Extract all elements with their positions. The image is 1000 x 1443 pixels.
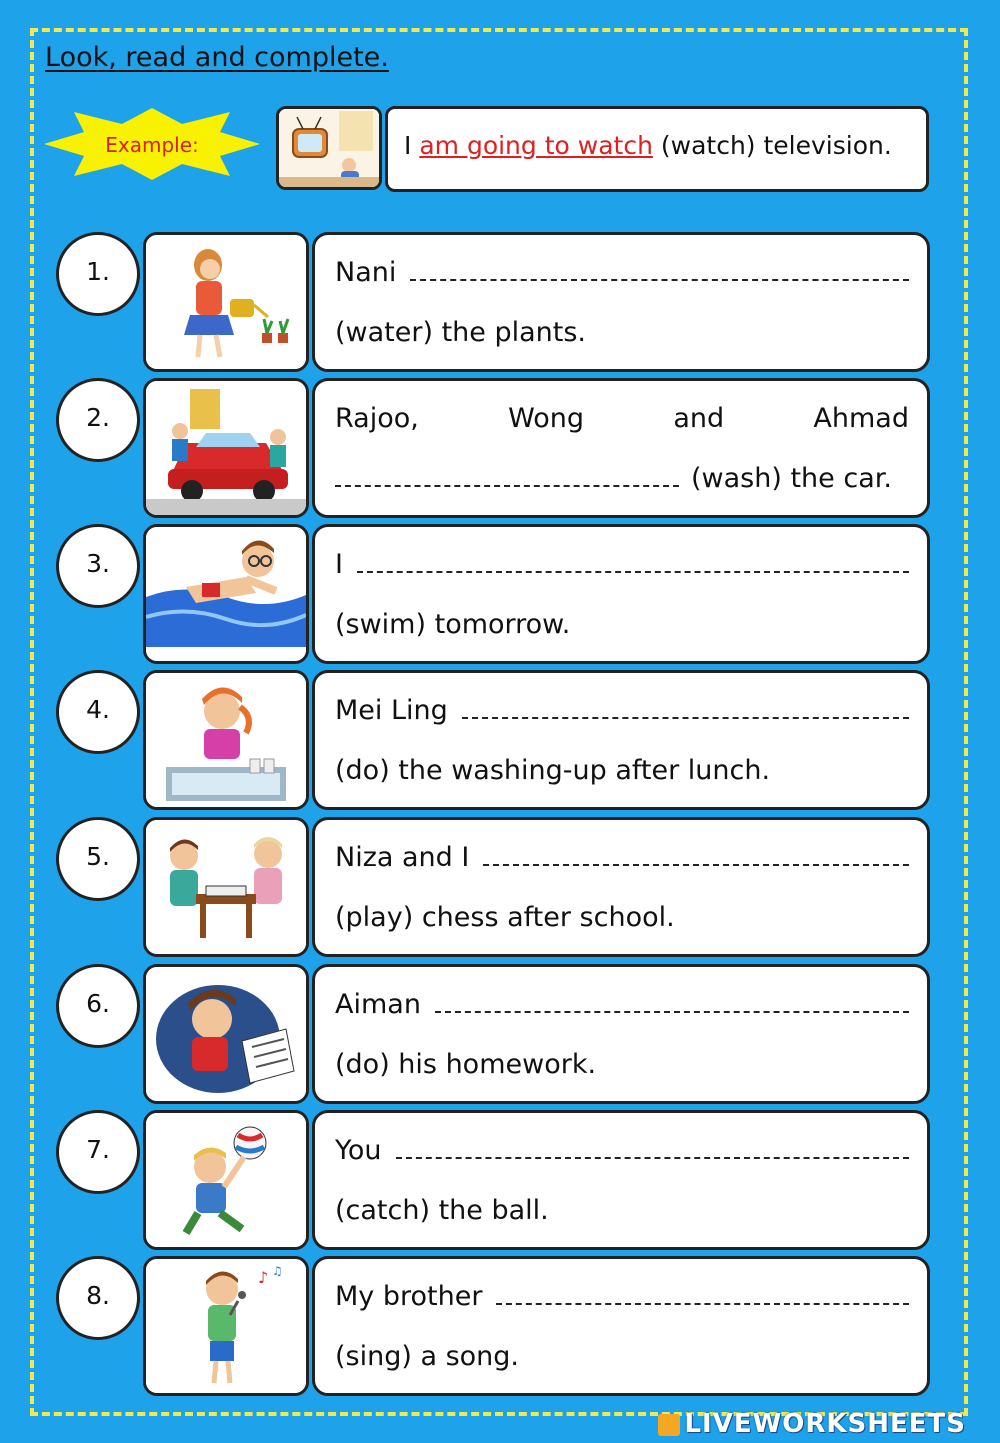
example-sentence xyxy=(385,106,929,192)
boy-doing-homework-icon xyxy=(143,964,309,1104)
sentence-box xyxy=(312,524,930,664)
boy-swimming-icon xyxy=(143,524,309,664)
item-number: 1. xyxy=(56,232,140,316)
boy-catching-ball-icon xyxy=(143,1110,309,1250)
sentence-box xyxy=(312,232,930,372)
sentence-subject: Aiman xyxy=(335,989,421,1020)
logo-icon xyxy=(658,1414,680,1436)
sentence-box xyxy=(312,817,930,957)
sentence-rest: (swim) tomorrow. xyxy=(335,609,571,640)
answer-blank[interactable] xyxy=(396,1135,909,1159)
sentence-word: and xyxy=(673,403,725,434)
sentence-box xyxy=(312,1110,930,1250)
kids-playing-chess-icon xyxy=(143,817,309,957)
exercise-item-7 xyxy=(0,1110,1000,1250)
sentence-subject: I xyxy=(335,549,343,580)
sentence-word: Rajoo, xyxy=(335,403,419,434)
answer-blank[interactable] xyxy=(496,1281,909,1305)
example-rest: (watch) television. xyxy=(660,131,892,160)
tv-watching-icon xyxy=(276,106,382,190)
page-title: Look, read and complete. xyxy=(45,42,389,73)
example-answer: am going to watch xyxy=(419,131,653,160)
sentence-subject: Mei Ling xyxy=(335,695,448,726)
exercise-item-5 xyxy=(0,817,1000,957)
item-number: 5. xyxy=(56,817,140,901)
item-number: 8. xyxy=(56,1256,140,1340)
answer-blank[interactable] xyxy=(357,549,909,573)
boys-washing-car-icon xyxy=(143,378,309,518)
sentence-box xyxy=(312,378,930,518)
answer-blank[interactable] xyxy=(435,989,909,1013)
example-label: Example: xyxy=(105,133,199,157)
sentence-subject: Nani xyxy=(335,257,397,288)
sentence-word: Wong xyxy=(508,403,585,434)
sentence-rest: (water) the plants. xyxy=(335,317,587,348)
exercise-item-1 xyxy=(0,232,1000,372)
item-number: 6. xyxy=(56,964,140,1048)
sentence-word: Ahmad xyxy=(813,403,909,434)
sentence-box xyxy=(312,1256,930,1396)
exercise-item-6 xyxy=(0,964,1000,1104)
exercise-item-4 xyxy=(0,670,1000,810)
answer-blank[interactable] xyxy=(462,695,909,719)
svg-text:♫: ♫ xyxy=(272,1264,283,1278)
item-number: 2. xyxy=(56,378,140,462)
sentence-box xyxy=(312,964,930,1104)
answer-blank[interactable] xyxy=(410,257,909,281)
sentence-subject: My brother xyxy=(335,1281,483,1312)
sentence-subject: You xyxy=(335,1135,382,1166)
sentence-rest: (sing) a song. xyxy=(335,1341,520,1372)
boy-singing-icon xyxy=(143,1256,309,1396)
example-star-badge xyxy=(44,108,260,180)
sentence-rest: (do) the washing-up after lunch. xyxy=(335,755,771,786)
sentence-box xyxy=(312,670,930,810)
item-number: 4. xyxy=(56,670,140,754)
sentence-rest: (wash) the car. xyxy=(691,463,892,494)
example-subject: I xyxy=(404,131,412,160)
girl-watering-plants-icon xyxy=(143,232,309,372)
girl-washing-dishes-icon xyxy=(143,670,309,810)
logo-text: LIVEWORKSHEETS xyxy=(684,1409,966,1439)
sentence-rest: (do) his homework. xyxy=(335,1049,597,1080)
exercise-item-2 xyxy=(0,378,1000,518)
exercise-item-8 xyxy=(0,1256,1000,1396)
sentence-subject: Niza and I xyxy=(335,842,470,873)
answer-blank[interactable] xyxy=(483,842,909,866)
answer-blank[interactable] xyxy=(335,463,679,487)
svg-text:♪: ♪ xyxy=(258,1268,269,1287)
liveworksheets-logo xyxy=(658,1409,966,1439)
sentence-rest: (catch) the ball. xyxy=(335,1195,549,1226)
exercise-item-3 xyxy=(0,524,1000,664)
sentence-rest: (play) chess after school. xyxy=(335,902,675,933)
item-number: 7. xyxy=(56,1110,140,1194)
item-number: 3. xyxy=(56,524,140,608)
